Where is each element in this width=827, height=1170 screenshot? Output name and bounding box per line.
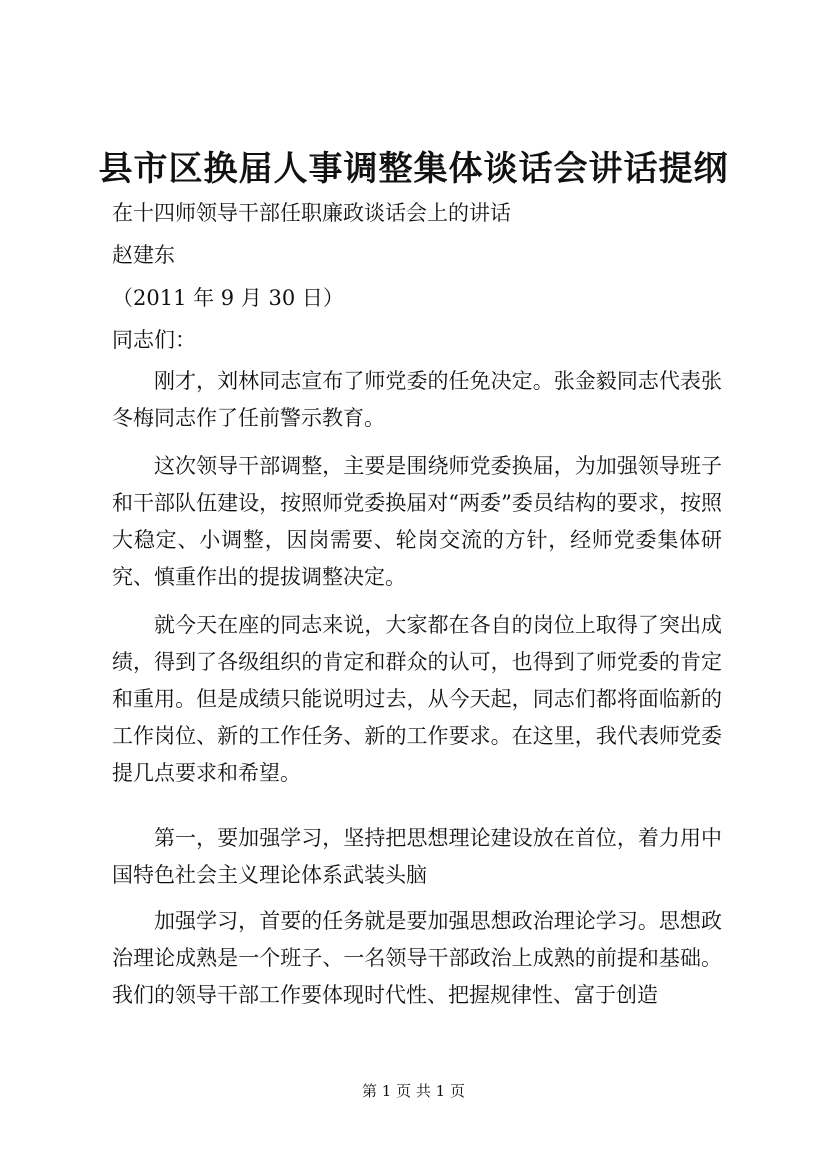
date: （2011 年 9 月 30 日） — [112, 286, 344, 310]
page-footer: 第 1 页 共 1 页 — [362, 1082, 465, 1100]
subtitle: 在十四师领导干部任职廉政谈话会上的讲话 — [112, 201, 511, 225]
salutation: 同志们： — [112, 328, 196, 352]
paragraph: 刚才，刘林同志宣布了师党委的任免决定。张金毅同志代表张冬梅同志作了任前警示教育。 — [112, 369, 722, 430]
paragraph: 这次领导干部调整，主要是围绕师党委换届，为加强领导班子和干部队伍建设，按照师党委换届对“两委”委员结构的要求，按照大稳定、小调整，因岗需要、轮岗交流的方针，经师党委集体研究、慎重作出的提拔调整决定。 — [112, 454, 722, 589]
paragraph: 第一，要加强学习，坚持把思想理论建设放在首位，着力用中国特色社会主义理论体系武装头脑 — [112, 826, 722, 887]
document-title: 县市区换届人事调整集体谈话会讲话提纲 — [98, 149, 729, 189]
paragraph: 就今天在座的同志来说，大家都在各自的岗位上取得了突出成绩，得到了各级组织的肯定和群众的认可，也得到了师党委的肯定和重用。但是成绩只能说明过去，从今天起，同志们都将面临新的工作岗位、新的工作任务、新的工作要求。在这里，我代表师党委提几点要求和希望。 — [112, 613, 722, 785]
author: 赵建东 — [112, 243, 175, 267]
paragraph: 加强学习，首要的任务就是要加强思想政治理论学习。思想政治理论成熟是一个班子、一名领导干部政治上成熟的前提和基础。我们的领导干部工作要体现时代性、把握规律性、富于创造 — [112, 909, 722, 1007]
